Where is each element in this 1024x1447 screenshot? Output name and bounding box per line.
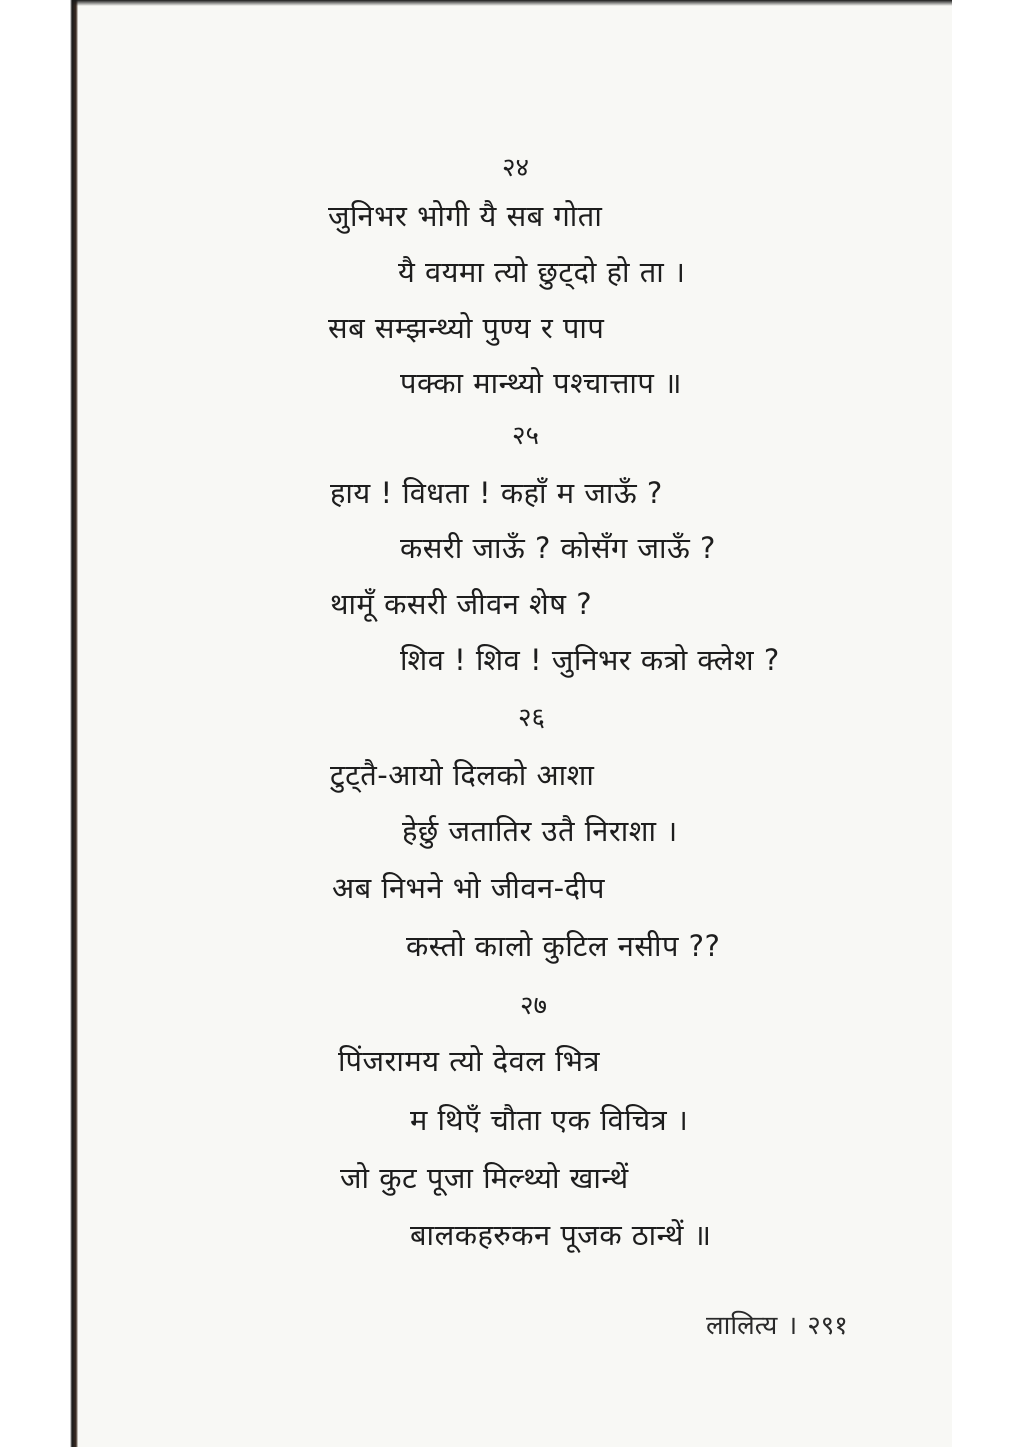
- verse-line: पिंजरामय त्यो देवल भित्र: [338, 1044, 601, 1078]
- verse-line: सब सम्झन्थ्यो पुण्य र पाप: [328, 311, 605, 345]
- book-title: लालित्य: [706, 1311, 778, 1341]
- verse-line: यै वयमा त्यो छुट्दो हो ता ।: [398, 255, 686, 289]
- page-footer: [706, 1310, 858, 1342]
- verse-line: हेर्छु जतातिर उतै निराशा ।: [402, 814, 678, 848]
- stanza-number: २५: [512, 421, 540, 451]
- verse-line: हाय ! विधता ! कहाँ म जाऊँ ?: [330, 476, 663, 510]
- top-edge-shadow: [72, 0, 952, 6]
- verse-line: जुनिभर भोगी यै सब गोता: [328, 199, 603, 233]
- verse-line: शिव ! शिव ! जुनिभर कत्रो क्लेश ?: [400, 643, 780, 677]
- stanza-number: २६: [518, 703, 546, 733]
- verse-line: जो कुट पूजा मिल्थ्यो खान्थें: [340, 1161, 629, 1195]
- binding-edge: [0, 0, 78, 1447]
- verse-line: बालकहरुकन पूजक ठान्थें ॥: [410, 1218, 712, 1252]
- right-margin: [952, 0, 1024, 1447]
- stanza-number: २७: [520, 991, 548, 1021]
- verse-line: कसरी जाऊँ ? कोसँग जाऊँ ?: [400, 531, 716, 565]
- stanza-number: २४: [502, 153, 530, 183]
- verse-line: म थिएँ चौता एक विचित्र ।: [410, 1103, 689, 1137]
- verse-line: थामूँ कसरी जीवन शेष ?: [330, 587, 593, 621]
- footer-separator: ।: [787, 1311, 798, 1341]
- verse-line: अब निभने भो जीवन-दीप: [332, 871, 605, 905]
- page-number: २९१: [807, 1311, 848, 1341]
- verse-line: टुट्तै-आयो दिलको आशा: [330, 758, 595, 792]
- verse-line: कस्तो कालो कुटिल नसीप ??: [406, 929, 721, 963]
- verse-line: पक्का मान्थ्यो पश्चात्ताप ॥: [400, 366, 682, 400]
